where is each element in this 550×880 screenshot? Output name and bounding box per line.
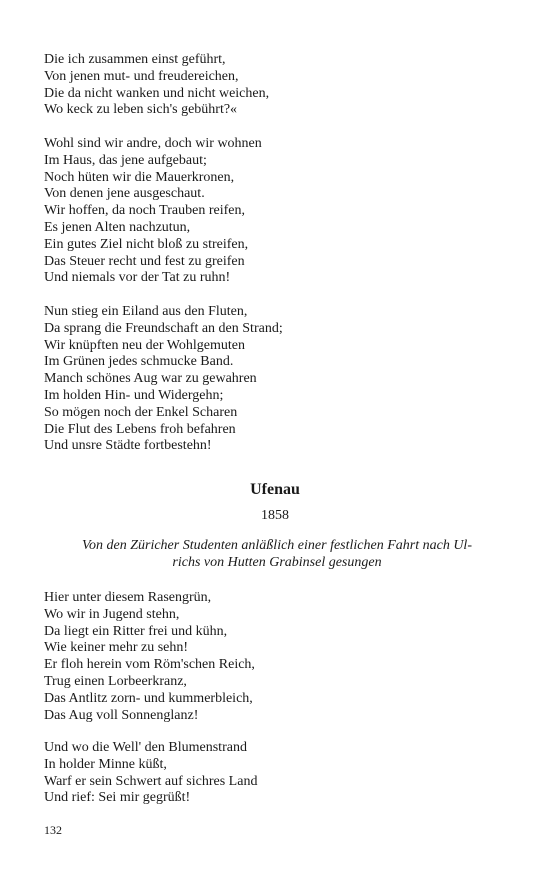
verse-line: In holder Minne küßt, xyxy=(44,756,167,772)
verse-line: Und unsre Städte fortbestehn! xyxy=(44,438,212,454)
poem-year: 1858 xyxy=(261,508,289,523)
verse-line: Und rief: Sei mir gegrüßt! xyxy=(44,790,191,806)
verse-line: Die da nicht wanken und nicht weichen, xyxy=(44,85,270,101)
page-number: 132 xyxy=(44,823,62,837)
verse-line: Es jenen Alten nachzutun, xyxy=(44,219,191,235)
verse-line: Warf er sein Schwert auf sichres Land xyxy=(44,773,258,789)
verse-line: Da sprang die Freundschaft an den Strand; xyxy=(44,320,283,336)
verse-line: Die ich zusammen einst geführt, xyxy=(44,52,226,67)
verse-line: Ein gutes Ziel nicht bloß zu streifen, xyxy=(44,236,249,252)
verse-line: Das Steuer recht und fest zu greifen xyxy=(44,253,245,269)
verse-line: Wo keck zu leben sich's gebührt?« xyxy=(44,102,238,118)
verse-line: Trug einen Lorbeerkranz, xyxy=(44,673,187,689)
poem2-stanza-1 xyxy=(44,590,504,724)
poem2-stanza-2 xyxy=(44,740,504,807)
poem-dedication xyxy=(44,538,510,572)
verse-line: Im holden Hin- und Widergehn; xyxy=(44,387,224,403)
dedication-line: richs von Hutten Grabinsel gesungen xyxy=(172,554,382,570)
verse-line: Das Antlitz zorn- und kummerbleich, xyxy=(44,690,253,706)
verse-line: Im Grünen jedes schmucke Band. xyxy=(44,354,234,370)
verse-line: Wohl sind wir andre, doch wir wohnen xyxy=(44,136,262,151)
verse-line: Wo wir in Jugend stehn, xyxy=(44,606,180,622)
poem1-stanza-1 xyxy=(44,52,504,119)
verse-line: Und niemals vor der Tat zu ruhn! xyxy=(44,270,231,286)
verse-line: Das Aug voll Sonnenglanz! xyxy=(44,707,199,723)
verse-line: Im Haus, das jene aufgebaut; xyxy=(44,152,207,168)
verse-line: Wie keiner mehr zu sehn! xyxy=(44,640,189,656)
verse-line: Manch schönes Aug war zu gewahren xyxy=(44,371,257,387)
verse-line: Noch hüten wir die Mauerkronen, xyxy=(44,169,235,185)
dedication-line: Von den Züricher Studenten anläßlich einer festlichen Fahrt nach Ul- xyxy=(82,538,472,553)
poem-title: Ufenau xyxy=(250,481,300,498)
verse-line: Von jenen mut- und freudereichen, xyxy=(44,68,239,84)
verse-line: Da liegt ein Ritter frei und kühn, xyxy=(44,623,228,639)
verse-line: Nun stieg ein Eiland aus den Fluten, xyxy=(44,304,248,319)
verse-line: Von denen jene ausgeschaut. xyxy=(44,186,205,202)
verse-line: Hier unter diesem Rasengrün, xyxy=(44,590,212,605)
verse-line: Er floh herein vom Röm'schen Reich, xyxy=(44,657,255,673)
verse-line: So mögen noch der Enkel Scharen xyxy=(44,404,238,420)
verse-line: Wir hoffen, da noch Trauben reifen, xyxy=(44,203,245,219)
poem1-stanza-2 xyxy=(44,136,504,287)
poem1-stanza-3 xyxy=(44,304,504,455)
verse-line: Und wo die Well' den Blumenstrand xyxy=(44,740,247,755)
verse-line: Die Flut des Lebens froh befahren xyxy=(44,421,236,437)
verse-line: Wir knüpften neu der Wohlgemuten xyxy=(44,337,245,353)
